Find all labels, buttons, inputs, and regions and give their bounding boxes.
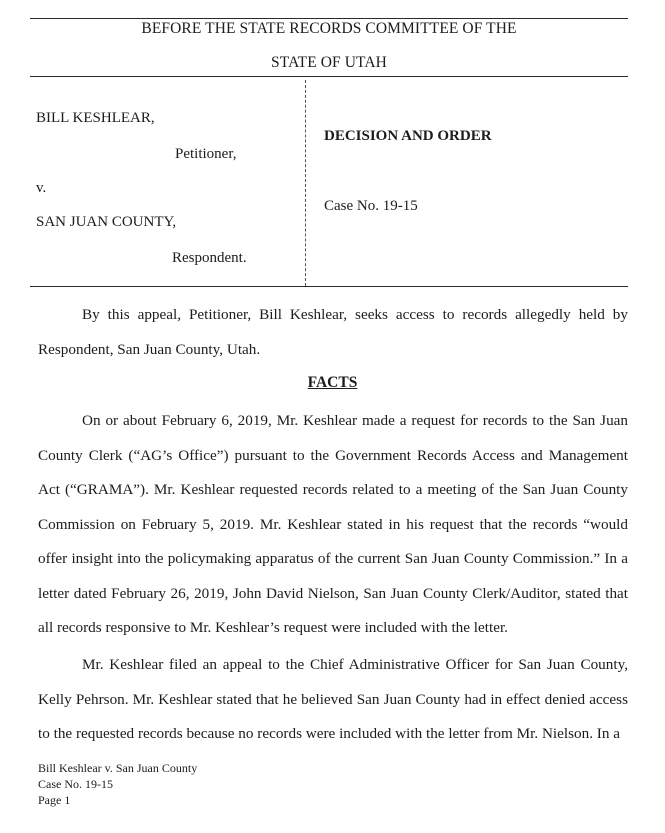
- top-rule: [30, 18, 628, 19]
- respondent-name: SAN JUAN COUNTY,: [36, 214, 177, 230]
- caption-divider: [305, 80, 306, 286]
- intro-paragraph: By this appeal, Petitioner, Bill Keshlear, seeks access to records allegedly held by Respondent, San Juan County, Utah.: [38, 306, 628, 358]
- court-header-line2: STATE OF UTAH: [271, 54, 387, 71]
- header-bottom-rule: [30, 76, 628, 77]
- caption-bottom-rule: [30, 286, 628, 287]
- facts-paragraph-2: Mr. Keshlear filed an appeal to the Chief Administrative Officer for San Juan County, Kelly Pehrson. Mr. Keshlear stated that he believed San Juan County had in effect denied access to the requested records because no records were included with the letter from Mr. Nielson. In a: [38, 656, 628, 742]
- document-title: DECISION AND ORDER: [324, 128, 492, 144]
- footer-case-caption: Bill Keshlear v. San Juan County: [38, 761, 198, 775]
- respondent-role: Respondent.: [172, 250, 247, 266]
- petitioner-name: BILL KESHLEAR,: [36, 110, 155, 126]
- case-number: Case No. 19-15: [324, 198, 418, 214]
- footer-case-number: Case No. 19-15: [38, 777, 113, 791]
- facts-heading: FACTS: [307, 374, 358, 391]
- facts-paragraph-1: On or about February 6, 2019, Mr. Keshlear made a request for records to the San Juan County Clerk (“AG’s Office”) pursuant to the Government Records Access and Management Act (“GRAMA”). Mr. Keshlear requested records related to a meeting of the San Juan County Commission on February 5, 2019. Mr. Keshlear stated in his request that the records “would offer insight into the policymaking apparatus of the current San Juan County Commission.” In a letter dated February 26, 2019, John David Nielson, San Juan County Clerk/Auditor, stated that all records responsive to Mr. Keshlear’s request were included with the letter.: [38, 412, 628, 636]
- page-footer: [38, 760, 197, 808]
- petitioner-role: Petitioner,: [175, 146, 237, 162]
- footer-page-number: Page 1: [38, 793, 71, 807]
- court-header-line1: BEFORE THE STATE RECORDS COMMITTEE OF THE: [141, 20, 517, 37]
- versus-label: v.: [36, 180, 47, 196]
